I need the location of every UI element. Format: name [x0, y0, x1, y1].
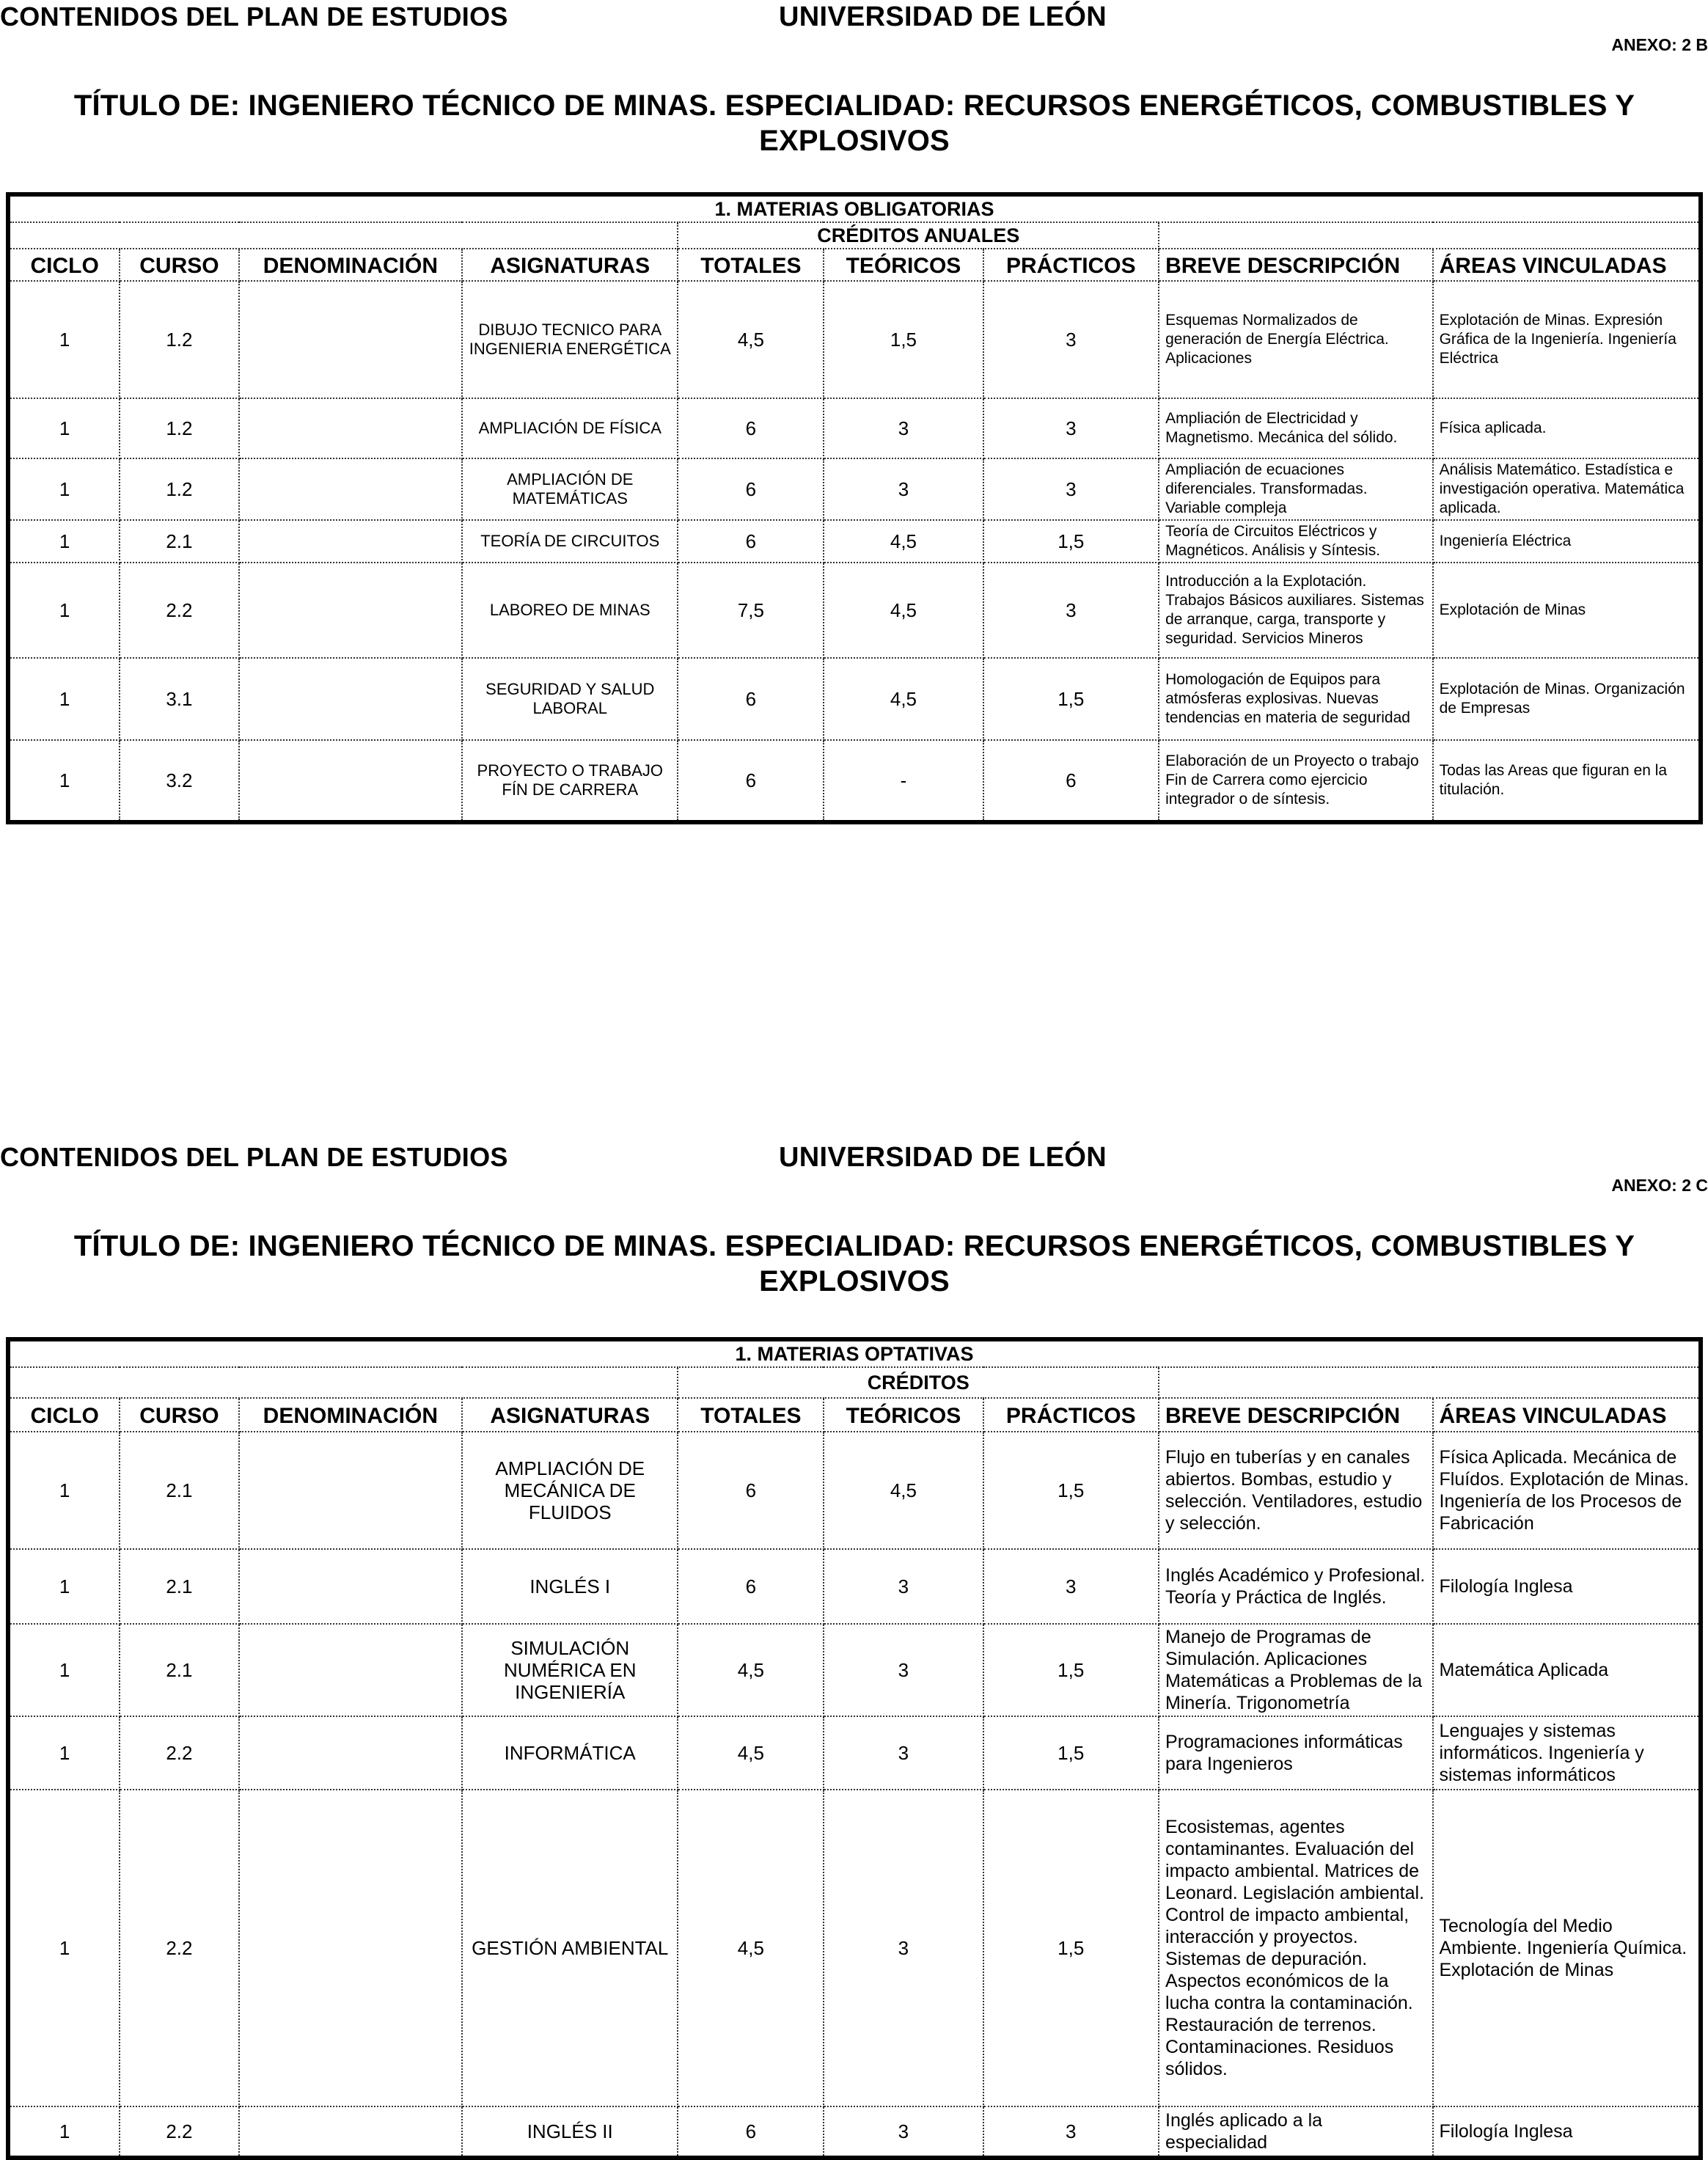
ciclo-cell: 1	[8, 1432, 120, 1549]
teoricos-cell: 3	[824, 1716, 983, 1790]
col-ciclo: CICLO	[8, 1398, 120, 1432]
table-row	[8, 740, 1701, 822]
compulsory-subjects-table	[6, 192, 1703, 824]
plan-contents-heading: CONTENIDOS DEL PLAN DE ESTUDIOS	[0, 1, 508, 32]
teoricos-cell: 4,5	[824, 658, 983, 740]
totales-cell: 4,5	[678, 1624, 824, 1716]
curso-cell: 2.1	[120, 520, 238, 563]
subject-cell: AMPLIACIÓN DE MATEMÁTICAS	[462, 458, 678, 520]
col-ciclo: CICLO	[8, 249, 120, 281]
table-row	[8, 458, 1701, 520]
table-row	[8, 520, 1701, 563]
table-row	[8, 398, 1701, 458]
col-areas: ÁREAS VINCULADAS	[1433, 249, 1701, 281]
subject-cell: DIBUJO TECNICO PARA INGENIERIA ENERGÉTICA	[462, 281, 678, 398]
areas-cell: Física Aplicada. Mecánica de Fluídos. Explotación de Minas. Ingeniería de los Procesos de Fabricación	[1433, 1432, 1701, 1549]
degree-title-line2: EXPLOSIVOS	[759, 125, 950, 157]
curso-cell: 1.2	[120, 458, 238, 520]
teoricos-cell: 3	[824, 1790, 983, 2106]
table-row	[8, 1716, 1701, 1790]
university-heading: UNIVERSIDAD DE LEÓN	[779, 1142, 1107, 1173]
totales-cell: 4,5	[678, 281, 824, 398]
annex-label: ANEXO: 2 C	[1611, 1176, 1708, 1195]
practicos-cell: 1,5	[983, 1624, 1159, 1716]
totales-cell: 6	[678, 520, 824, 563]
practicos-cell: 1,5	[983, 658, 1159, 740]
optional-subjects-table	[6, 1337, 1703, 2160]
subject-cell: INFORMÁTICA	[462, 1716, 678, 1790]
practicos-cell: 3	[983, 563, 1159, 658]
subject-cell: LABOREO DE MINAS	[462, 563, 678, 658]
totales-cell: 6	[678, 2106, 824, 2158]
description-cell: Inglés aplicado a la especialidad	[1159, 2106, 1432, 2158]
practicos-cell: 1,5	[983, 1716, 1159, 1790]
degree-title-line1: TÍTULO DE: INGENIERO TÉCNICO DE MINAS. ESPECIALIDAD: RECURSOS ENERGÉTICOS, COMBUSTIBLES Y	[73, 1230, 1635, 1262]
table-banner: 1. MATERIAS OPTATIVAS	[8, 1339, 1701, 1367]
ciclo-cell: 1	[8, 1624, 120, 1716]
ciclo-cell: 1	[8, 658, 120, 740]
degree-title-line2: EXPLOSIVOS	[759, 1265, 950, 1297]
totales-cell: 6	[678, 398, 824, 458]
areas-cell: Filología Inglesa	[1433, 2106, 1701, 2158]
ciclo-cell: 1	[8, 740, 120, 822]
col-denominacion: DENOMINACIÓN	[239, 249, 462, 281]
areas-cell: Matemática Aplicada	[1433, 1624, 1701, 1716]
curso-cell: 2.2	[120, 1790, 238, 2106]
practicos-cell: 3	[983, 1549, 1159, 1624]
practicos-cell: 6	[983, 740, 1159, 822]
practicos-cell: 3	[983, 2106, 1159, 2158]
ciclo-cell: 1	[8, 1549, 120, 1624]
description-cell: Teoría de Circuitos Eléctricos y Magnéticos. Análisis y Síntesis.	[1159, 520, 1433, 563]
col-practicos: PRÁCTICOS	[983, 249, 1159, 281]
teoricos-cell: 4,5	[824, 1432, 983, 1549]
degree-title	[59, 1229, 1650, 1299]
denominacion-cell	[239, 658, 462, 740]
denominacion-cell	[239, 1790, 462, 2106]
ciclo-cell: 1	[8, 520, 120, 563]
totales-cell: 4,5	[678, 1716, 824, 1790]
description-cell: Ampliación de ecuaciones diferenciales. Transformadas. Variable compleja	[1159, 458, 1433, 520]
col-curso: CURSO	[120, 1398, 238, 1432]
denominacion-cell	[239, 1624, 462, 1716]
denominacion-cell	[239, 1549, 462, 1624]
col-curso: CURSO	[120, 249, 238, 281]
table-row	[8, 1790, 1701, 2106]
table-row	[8, 1549, 1701, 1624]
denominacion-cell	[239, 1716, 462, 1790]
ciclo-cell: 1	[8, 1790, 120, 2106]
denominacion-cell	[239, 2106, 462, 2158]
description-cell: Ecosistemas, agentes contaminantes. Evaluación del impacto ambiental. Matrices de Leonard. Legislación ambiental. Control de impacto ambiental, interacción y proyectos. Sistemas de depuración. Aspectos económicos de la lucha contra la contaminación. Restauración de terrenos. Contaminaciones. Residuos sólidos.	[1159, 1790, 1432, 2106]
practicos-cell: 3	[983, 281, 1159, 398]
curso-cell: 1.2	[120, 398, 238, 458]
teoricos-cell: 4,5	[824, 563, 983, 658]
col-practicos: PRÁCTICOS	[983, 1398, 1159, 1432]
areas-cell: Explotación de Minas. Expresión Gráfica de la Ingeniería. Ingeniería Eléctrica	[1433, 281, 1701, 398]
col-teoricos: TEÓRICOS	[824, 249, 983, 281]
areas-cell: Filología Inglesa	[1433, 1549, 1701, 1624]
curso-cell: 2.1	[120, 1549, 238, 1624]
subject-cell: GESTIÓN AMBIENTAL	[462, 1790, 678, 2106]
subject-cell: SIMULACIÓN NUMÉRICA EN INGENIERÍA	[462, 1624, 678, 1716]
description-cell: Esquemas Normalizados de generación de Energía Eléctrica. Aplicaciones	[1159, 281, 1433, 398]
table-row	[8, 658, 1701, 740]
description-cell: Flujo en tuberías y en canales abiertos. Bombas, estudio y selección. Ventiladores, estudio y selección.	[1159, 1432, 1432, 1549]
subject-cell: AMPLIACIÓN DE MECÁNICA DE FLUIDOS	[462, 1432, 678, 1549]
description-cell: Ampliación de Electricidad y Magnetismo. Mecánica del sólido.	[1159, 398, 1433, 458]
col-totales: TOTALES	[678, 1398, 824, 1432]
totales-cell: 7,5	[678, 563, 824, 658]
denominacion-cell	[239, 1432, 462, 1549]
subject-cell: SEGURIDAD Y SALUD LABORAL	[462, 658, 678, 740]
description-cell: Introducción a la Explotación. Trabajos Básicos auxiliares. Sistemas de arranque, carga, transporte y seguridad. Servicios Mineros	[1159, 563, 1433, 658]
totales-cell: 6	[678, 658, 824, 740]
ciclo-cell: 1	[8, 1716, 120, 1790]
col-denominacion: DENOMINACIÓN	[239, 1398, 462, 1432]
areas-cell: Lenguajes y sistemas informáticos. Ingeniería y sistemas informáticos	[1433, 1716, 1701, 1790]
subject-cell: TEORÍA DE CIRCUITOS	[462, 520, 678, 563]
ciclo-cell: 1	[8, 458, 120, 520]
curso-cell: 3.1	[120, 658, 238, 740]
areas-cell: Tecnología del Medio Ambiente. Ingeniería Química. Explotación de Minas	[1433, 1790, 1701, 2106]
credits-banner: CRÉDITOS ANUALES	[678, 222, 1159, 249]
areas-cell: Ingeniería Eléctrica	[1433, 520, 1701, 563]
degree-title-line1: TÍTULO DE: INGENIERO TÉCNICO DE MINAS. ESPECIALIDAD: RECURSOS ENERGÉTICOS, COMBUSTIBLES Y	[73, 89, 1635, 122]
subject-cell: INGLÉS I	[462, 1549, 678, 1624]
col-totales: TOTALES	[678, 249, 824, 281]
col-descripcion: BREVE DESCRIPCIÓN	[1159, 1398, 1432, 1432]
col-asignaturas: ASIGNATURAS	[462, 1398, 678, 1432]
practicos-cell: 3	[983, 458, 1159, 520]
denominacion-cell	[239, 563, 462, 658]
denominacion-cell	[239, 281, 462, 398]
subject-cell: AMPLIACIÓN DE FÍSICA	[462, 398, 678, 458]
denominacion-cell	[239, 398, 462, 458]
ciclo-cell: 1	[8, 398, 120, 458]
description-cell: Manejo de Programas de Simulación. Aplicaciones Matemáticas a Problemas de la Minería. Trigonometría	[1159, 1624, 1432, 1716]
table-row	[8, 1624, 1701, 1716]
areas-cell: Explotación de Minas. Organización de Empresas	[1433, 658, 1701, 740]
annex-label: ANEXO: 2 B	[1611, 35, 1708, 54]
university-heading: UNIVERSIDAD DE LEÓN	[779, 1, 1107, 32]
practicos-cell: 1,5	[983, 1790, 1159, 2106]
curso-cell: 2.2	[120, 563, 238, 658]
ciclo-cell: 1	[8, 563, 120, 658]
table-row	[8, 563, 1701, 658]
curso-cell: 2.2	[120, 2106, 238, 2158]
col-asignaturas: ASIGNATURAS	[462, 249, 678, 281]
curso-cell: 2.1	[120, 1432, 238, 1549]
practicos-cell: 1,5	[983, 520, 1159, 563]
col-areas: ÁREAS VINCULADAS	[1433, 1398, 1701, 1432]
curso-cell: 1.2	[120, 281, 238, 398]
totales-cell: 4,5	[678, 1790, 824, 2106]
areas-cell: Todas las Areas que figuran en la titulación.	[1433, 740, 1701, 822]
curso-cell: 2.2	[120, 1716, 238, 1790]
teoricos-cell: -	[824, 740, 983, 822]
description-cell: Homologación de Equipos para atmósferas explosivas. Nuevas tendencias en materia de seguridad	[1159, 658, 1433, 740]
table-row	[8, 281, 1701, 398]
plan-contents-heading: CONTENIDOS DEL PLAN DE ESTUDIOS	[0, 1142, 508, 1172]
subject-cell: PROYECTO O TRABAJO FÍN DE CARRERA	[462, 740, 678, 822]
description-cell: Inglés Académico y Profesional. Teoría y Práctica de Inglés.	[1159, 1549, 1432, 1624]
curso-cell: 2.1	[120, 1624, 238, 1716]
ciclo-cell: 1	[8, 281, 120, 398]
ciclo-cell: 1	[8, 2106, 120, 2158]
teoricos-cell: 3	[824, 1624, 983, 1716]
curso-cell: 3.2	[120, 740, 238, 822]
teoricos-cell: 3	[824, 1549, 983, 1624]
table-row	[8, 2106, 1701, 2158]
teoricos-cell: 4,5	[824, 520, 983, 563]
practicos-cell: 3	[983, 398, 1159, 458]
description-cell: Elaboración de un Proyecto o trabajo Fin de Carrera como ejercicio integrador o de síntesis.	[1159, 740, 1433, 822]
table-row	[8, 1432, 1701, 1549]
table-banner: 1. MATERIAS OBLIGATORIAS	[8, 194, 1701, 222]
credits-banner: CRÉDITOS	[678, 1367, 1159, 1398]
denominacion-cell	[239, 458, 462, 520]
areas-cell: Explotación de Minas	[1433, 563, 1701, 658]
totales-cell: 6	[678, 740, 824, 822]
practicos-cell: 1,5	[983, 1432, 1159, 1549]
totales-cell: 6	[678, 1432, 824, 1549]
denominacion-cell	[239, 520, 462, 563]
col-descripcion: BREVE DESCRIPCIÓN	[1159, 249, 1433, 281]
teoricos-cell: 3	[824, 458, 983, 520]
degree-title	[59, 88, 1650, 158]
teoricos-cell: 1,5	[824, 281, 983, 398]
denominacion-cell	[239, 740, 462, 822]
teoricos-cell: 3	[824, 398, 983, 458]
areas-cell: Física aplicada.	[1433, 398, 1701, 458]
subject-cell: INGLÉS II	[462, 2106, 678, 2158]
col-teoricos: TEÓRICOS	[824, 1398, 983, 1432]
teoricos-cell: 3	[824, 2106, 983, 2158]
totales-cell: 6	[678, 1549, 824, 1624]
areas-cell: Análisis Matemático. Estadística e investigación operativa. Matemática aplicada.	[1433, 458, 1701, 520]
totales-cell: 6	[678, 458, 824, 520]
description-cell: Programaciones informáticas para Ingenieros	[1159, 1716, 1432, 1790]
